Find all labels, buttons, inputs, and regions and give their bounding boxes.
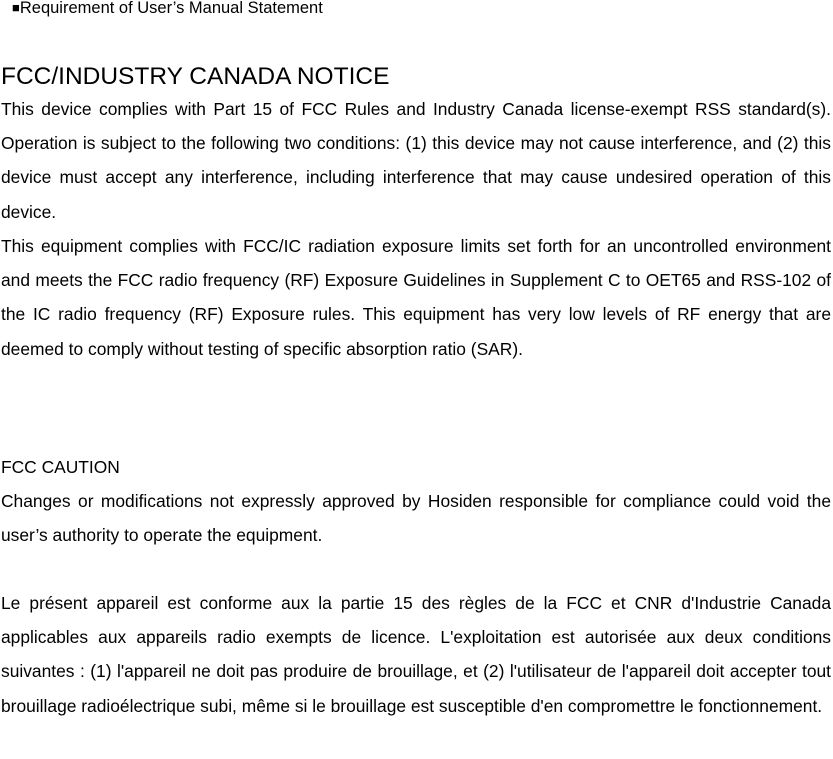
section-header-title: Requirement of User’s Manual Statement (19, 0, 323, 17)
rf-exposure-paragraph: This equipment complies with FCC/IC radiation exposure limits set forth for an uncontrolled environment and meets the FCC radio frequency (RF) Exposure Guidelines in Supplement C to OET65 and RSS-102 of the IC radio frequency (RF) Exposure rules. This equipment has very low levels of RF energy that are deemed to comply without testing of specific absorption ratio (SAR). (1, 236, 831, 359)
square-bullet-icon: ■ (12, 0, 20, 15)
fcc-caution-heading: FCC CAUTION (1, 457, 120, 477)
french-notice-paragraph: Le présent appareil est conforme aux la partie 15 des règles de la FCC et CNR d'Industrie Canada applicables aux appareils radio exempts de licence. L'exploitation est autorisée aux deux conditions suivantes : (1) l'appareil ne doit pas produire de brouillage, et (2) l'utilisateur de l'appareil doit accepter tout brouillage radioélectrique subi, même si le brouillage est susceptible d'en compromettre le fonctionnement. (1, 593, 831, 716)
fcc-caution-paragraph: Changes or modifications not expressly approved by Hosiden responsible for compliance could void the user’s authority to operate the equipment. (1, 491, 831, 546)
fcc-compliance-paragraph: This device complies with Part 15 of FCC Rules and Industry Canada license-exempt RSS standard(s). Operation is subject to the following two conditions: (1) this device may not cause interference, and (2) this device must accept any interference, including interference that may cause undesired operation of this device. (1, 99, 831, 222)
fcc-notice-heading: FCC/INDUSTRY CANADA NOTICE (1, 63, 390, 90)
section-header (12, 0, 323, 18)
